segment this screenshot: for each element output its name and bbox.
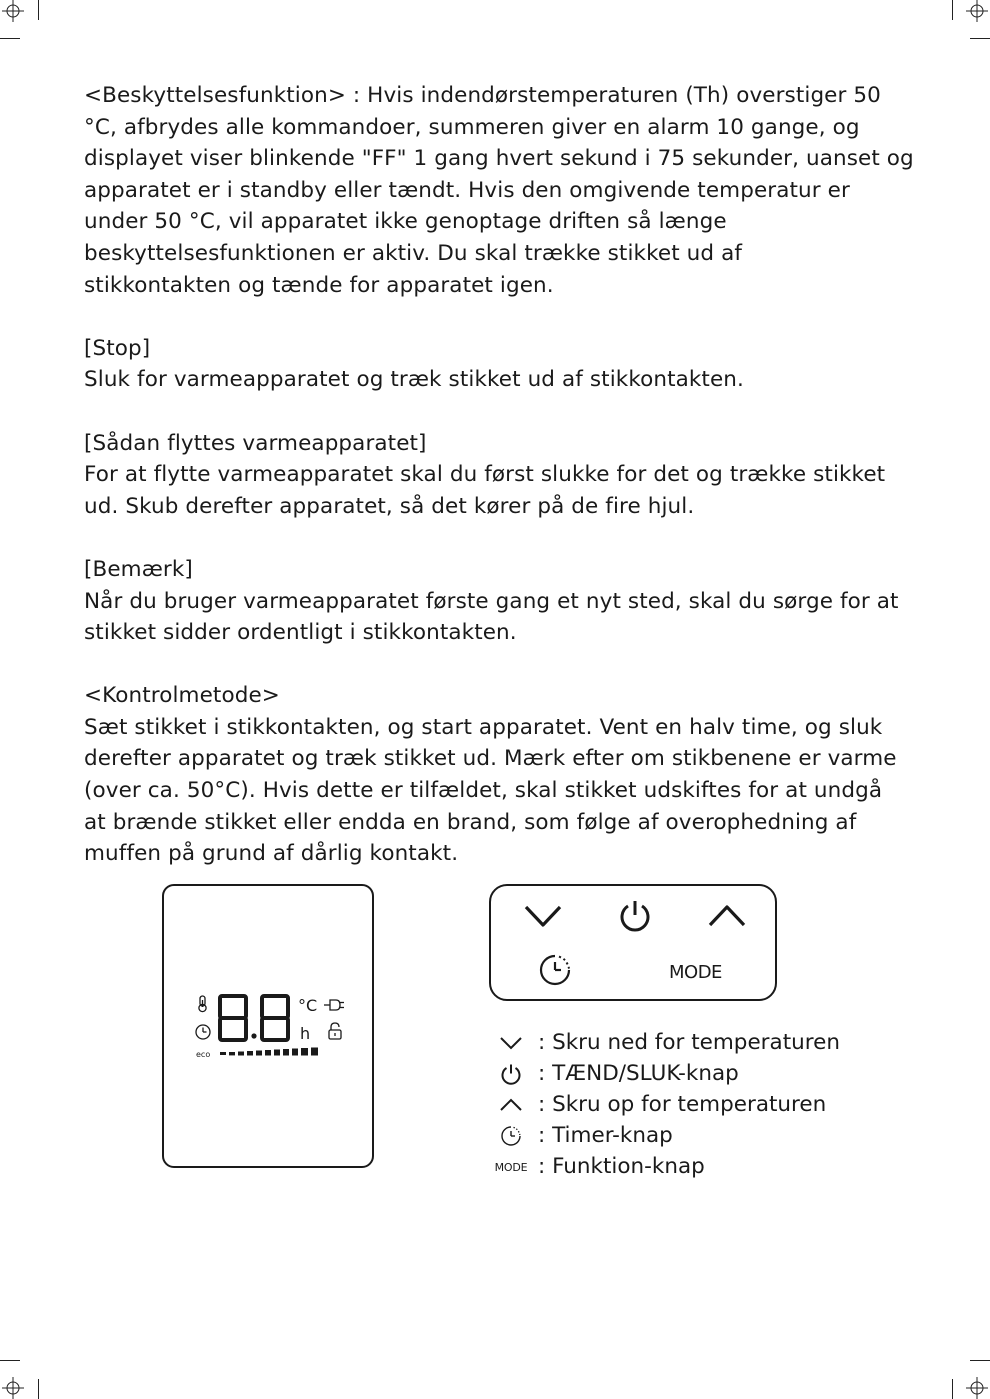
control-panel	[489, 884, 777, 1001]
control-line: at brænde stikket eller endda en brand, som følge af overophedning af	[84, 809, 857, 835]
legend-text: : Funktion-knap	[538, 1154, 705, 1179]
level-bar	[220, 1048, 318, 1056]
timer-icon	[538, 953, 572, 987]
legend-text: : TÆND/SLUK-knap	[538, 1061, 739, 1086]
legend-icon	[490, 1030, 532, 1056]
temp-up-button[interactable]	[705, 902, 749, 930]
decimal-point	[251, 1033, 256, 1038]
eco-label: eco	[196, 1050, 211, 1059]
timer-icon	[500, 1125, 522, 1147]
clock-icon	[196, 1025, 210, 1039]
legend-icon	[490, 1154, 532, 1180]
protection-line: °C, afbrydes alle kommandoer, summeren giver en alarm 10 gange, og	[84, 114, 860, 140]
note-section	[84, 554, 914, 649]
stop-line: Sluk for varmeapparatet og træk stikket ud af stikkontakten.	[84, 367, 744, 393]
legend-icon	[490, 1092, 532, 1118]
crop-line	[952, 1379, 953, 1399]
protection-line: under 50 °C, vil apparatet ikke genoptage driften så længe	[84, 209, 727, 235]
move-line: ud. Skub derefter apparatet, så det kører på de fire hjul.	[84, 493, 695, 519]
protection-section	[84, 80, 914, 301]
legend-text: : Skru op for temperaturen	[538, 1092, 827, 1117]
legend-text: : Timer-knap	[538, 1123, 673, 1148]
note-line: stikket sidder ordentligt i stikkontakten.	[84, 620, 517, 646]
legend-item	[490, 1058, 870, 1088]
power-button[interactable]	[615, 898, 655, 934]
stop-section	[84, 333, 914, 396]
thermometer-icon	[199, 996, 206, 1012]
registration-mark-icon	[966, 1377, 988, 1399]
mode-text-icon: MODE	[494, 1160, 528, 1174]
crop-line	[0, 1360, 20, 1361]
move-heading: [Sådan flyttes varmeapparatet]	[84, 430, 427, 456]
stop-heading: [Stop]	[84, 335, 151, 361]
crop-line	[970, 38, 990, 39]
control-method-section	[84, 680, 914, 870]
timer-button[interactable]	[537, 952, 573, 988]
note-line: Når du bruger varmeapparatet første gang et nyt sted, skal du sørge for at	[84, 588, 899, 614]
display-panel	[162, 884, 374, 1168]
move-section	[84, 428, 914, 523]
protection-line: <Beskyttelsesfunktion> : Hvis indendørstemperaturen (Th) overstiger 50	[84, 83, 881, 108]
plug-icon	[324, 1000, 344, 1010]
legend-item	[490, 1027, 870, 1057]
legend-icon	[490, 1123, 532, 1149]
registration-mark-icon	[2, 1377, 24, 1399]
legend-text: : Skru ned for temperaturen	[538, 1030, 840, 1055]
celsius-unit: °C	[298, 996, 318, 1015]
control-line: muffen på grund af dårlig kontakt.	[84, 841, 459, 867]
move-line: For at flytte varmeapparatet skal du først slukke for det og trække stikket	[84, 462, 886, 488]
temp-down-button[interactable]	[521, 902, 565, 930]
crop-line	[952, 0, 953, 20]
lcd-display	[164, 886, 372, 1166]
control-line: derefter apparatet og træk stikket ud. Mærk efter om stikbenene er varme	[84, 746, 897, 772]
protection-line: stikkontakten og tænde for apparatet igen.	[84, 272, 554, 298]
legend-icon	[490, 1061, 532, 1087]
mode-button[interactable]: MODE	[669, 962, 722, 983]
crop-line	[38, 1379, 39, 1399]
legend-item	[490, 1120, 870, 1150]
crop-line	[0, 38, 20, 39]
chevron-up-icon	[707, 903, 747, 929]
control-heading: <Kontrolmetode>	[84, 683, 280, 709]
registration-mark-icon	[2, 0, 24, 22]
crop-line	[970, 1360, 990, 1361]
legend-item	[490, 1089, 870, 1119]
hours-unit: h	[300, 1024, 311, 1043]
control-line: Sæt stikket i stikkontakten, og start apparatet. Vent en halv time, og sluk	[84, 714, 883, 740]
registration-mark-icon	[966, 0, 988, 22]
note-heading: [Bemærk]	[84, 556, 193, 582]
chevron-down-icon	[523, 903, 563, 929]
crop-line	[38, 0, 39, 20]
manual-text	[84, 80, 914, 870]
power-icon	[618, 899, 652, 933]
protection-line: beskyttelsesfunktionen er aktiv. Du skal trække stikket ud af	[84, 240, 743, 266]
legend-item	[490, 1151, 870, 1181]
chevron-up-icon	[498, 1097, 524, 1113]
protection-line: displayet viser blinkende "FF" 1 gang hvert sekund i 75 sekunder, uanset og	[84, 146, 914, 172]
power-icon	[500, 1063, 522, 1085]
chevron-down-icon	[498, 1035, 524, 1051]
lock-icon	[329, 1023, 341, 1039]
protection-line: apparatet er i standby eller tændt. Hvis den omgivende temperatur er	[84, 177, 850, 203]
control-line: (over ca. 50°C). Hvis dette er tilfældet, skal stikket udskiftes for at undgå	[84, 778, 883, 804]
